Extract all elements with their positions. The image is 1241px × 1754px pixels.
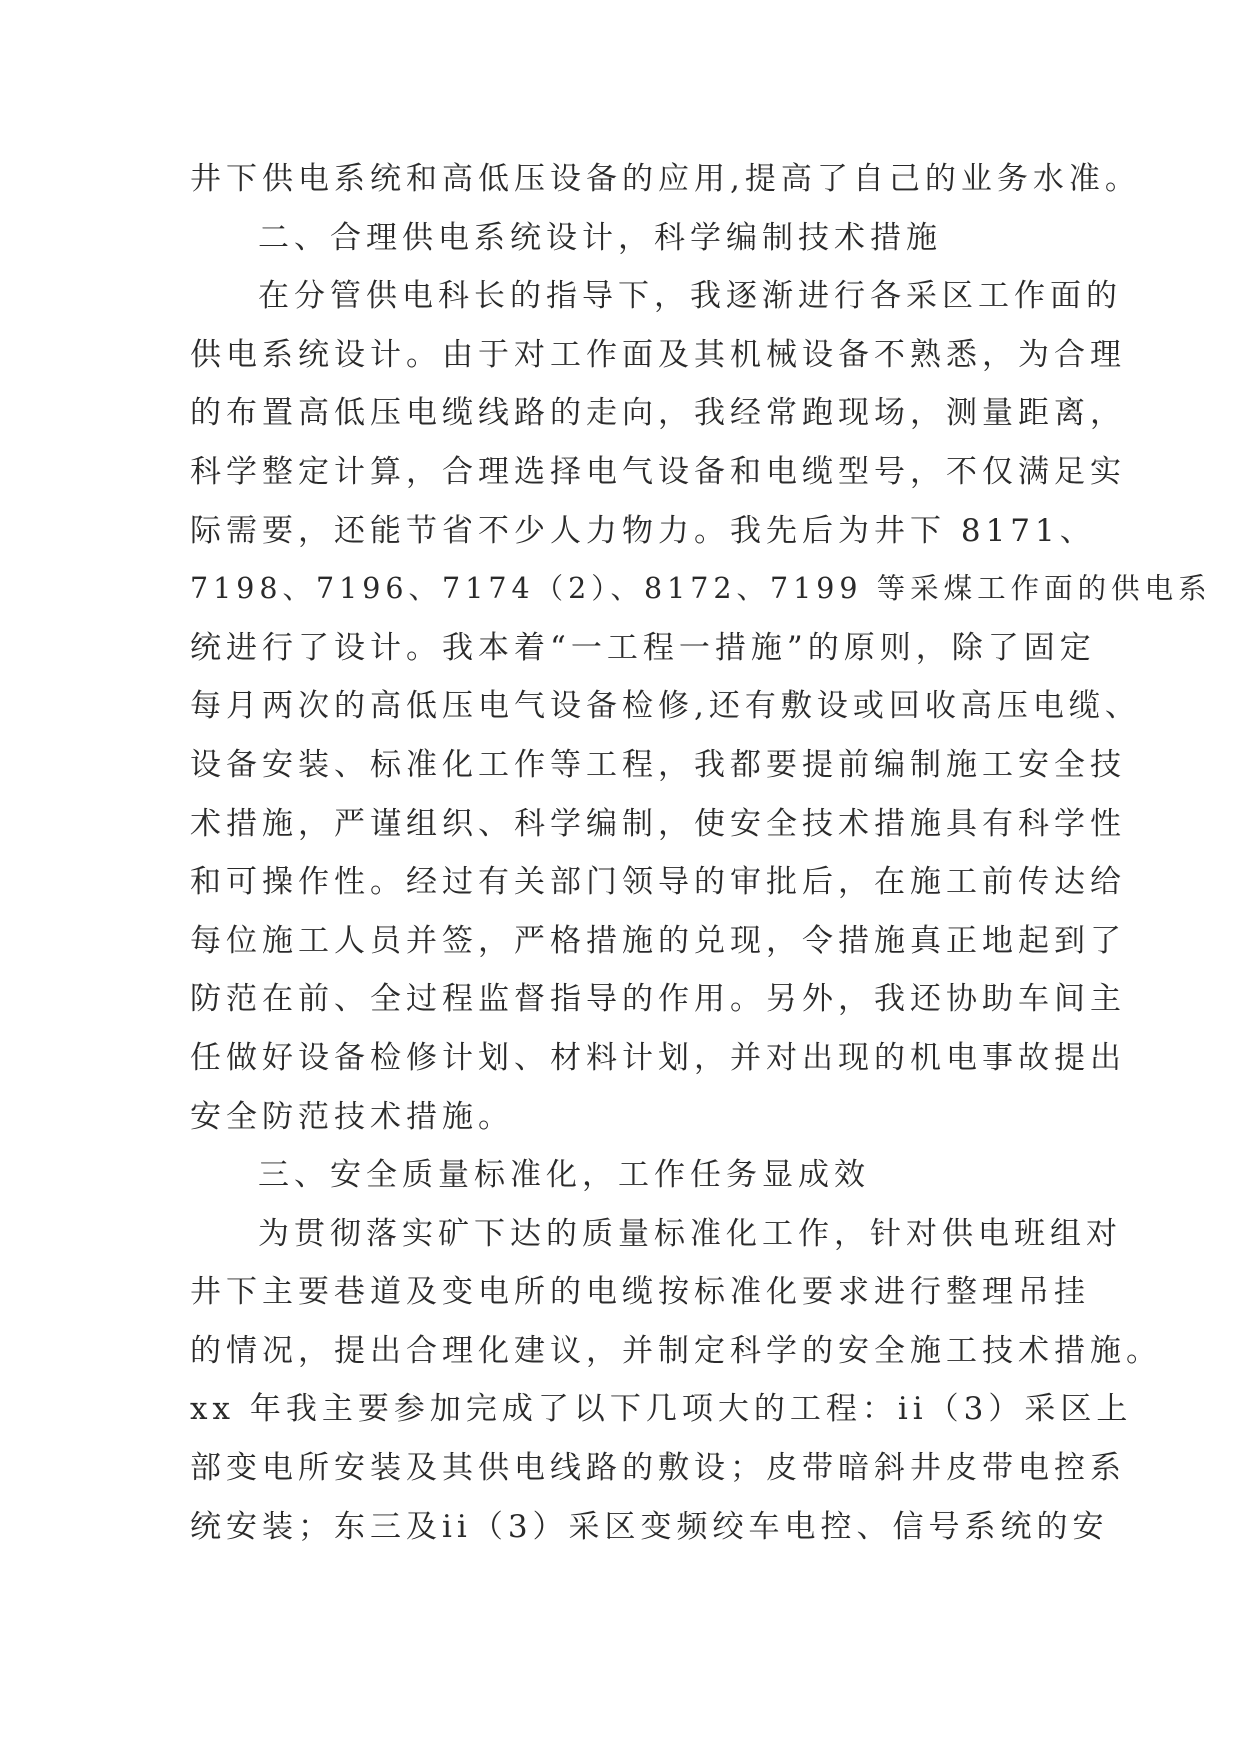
text-line: 供电系统设计。由于对工作面及其机械设备不熟悉，为合理 (190, 336, 1126, 373)
text-line: 的布置高低压电缆线路的走向，我经常跑现场，测量距离， (190, 395, 1126, 432)
text-line: 在分管供电科长的指导下，我逐渐进行各采区工作面的 (258, 278, 1122, 315)
text-line: xx 年我主要参加完成了以下几项大的工程：ii（3）采区上 (190, 1391, 1133, 1428)
text-line: 际需要，还能节省不少人力物力。我先后为井下 8171、 (190, 512, 1096, 549)
text-line: 每月两次的高低压电气设备检修,还有敷设或回收高压电缆、 (190, 688, 1141, 725)
text-line: 任做好设备检修计划、材料计划，并对出现的机电事故提出 (190, 1039, 1126, 1076)
text-line: 井下主要巷道及变电所的电缆按标准化要求进行整理吊挂 (190, 1274, 1090, 1311)
text-line: 科学整定计算，合理选择电气设备和电缆型号，不仅满足实 (190, 453, 1126, 490)
text-line: 二、合理供电系统设计，科学编制技术措施 (258, 219, 942, 256)
text-line: 统安装；东三及ii（3）采区变频绞车电控、信号系统的安 (190, 1508, 1109, 1545)
text-line: 设备安装、标准化工作等工程，我都要提前编制施工安全技 (190, 746, 1126, 783)
text-line: 安全防范技术措施。 (190, 1098, 514, 1135)
text-line: 为贯彻落实矿下达的质量标准化工作，针对供电班组对 (258, 1215, 1122, 1252)
text-line: 防范在前、全过程监督指导的作用。另外，我还协助车间主 (190, 981, 1126, 1018)
text-line: 的情况，提出合理化建议，并制定科学的安全施工技术措施。 (190, 1332, 1162, 1369)
text-line: 部变电所安装及其供电线路的敷设；皮带暗斜井皮带电控系 (190, 1450, 1126, 1487)
document-body (190, 150, 1212, 1556)
text-line: 7198、7196、7174（2）、8172、7199 等采煤工作面的供电系 (190, 572, 1212, 606)
text-line: 井下供电系统和高低压设备的应用,提高了自己的业务水准。 (190, 161, 1141, 197)
text-line: 统进行了设计。我本着“一工程一措施”的原则，除了固定 (190, 629, 1096, 666)
text-line: 三、安全质量标准化，工作任务显成效 (258, 1157, 870, 1194)
text-line: 和可操作性。经过有关部门领导的审批后，在施工前传达给 (190, 864, 1126, 901)
text-line: 每位施工人员并签，严格措施的兑现，令措施真正地起到了 (190, 922, 1126, 959)
text-line: 术措施，严谨组织、科学编制，使安全技术措施具有科学性 (190, 805, 1126, 842)
